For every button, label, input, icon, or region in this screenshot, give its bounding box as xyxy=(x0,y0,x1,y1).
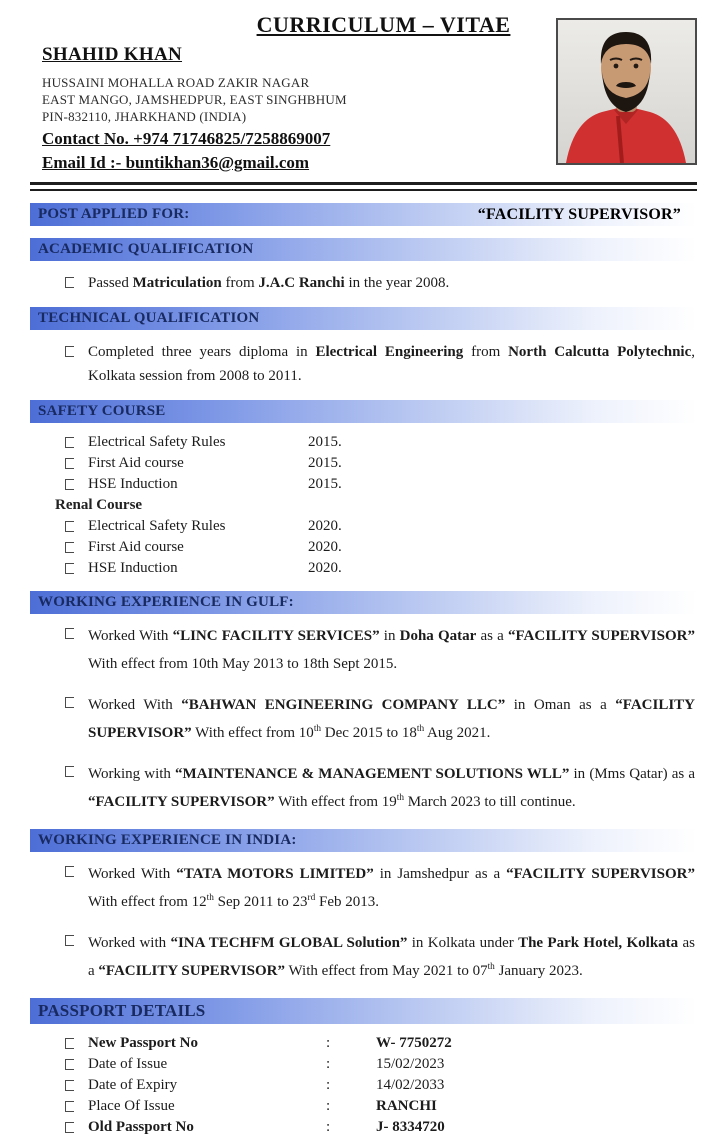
course-year: 2015. xyxy=(308,455,342,471)
colon-separator: : xyxy=(326,1056,331,1072)
passport-field-value: 15/02/2023 xyxy=(376,1056,445,1072)
india-heading: WORKING EXPERIENCE IN INDIA: xyxy=(38,832,297,848)
checkbox-icon xyxy=(65,628,74,639)
page-title: CURRICULUM – VITAE xyxy=(256,12,511,37)
colon-separator: : xyxy=(326,1098,331,1114)
renal-course-subheading: Renal Course xyxy=(55,497,143,513)
course-year: 2015. xyxy=(308,476,342,492)
gulf-experience-item xyxy=(65,760,697,816)
india-experience-text: Worked with “INA TECHFM GLOBAL Solution” in Kolkata under The Park Hotel, Kolkata as a “FACILITY SUPERVISOR” With effect from May 2021 to 07th January 2023. xyxy=(88,935,696,979)
course-year: 2020. xyxy=(308,560,342,576)
address-line-3: PIN-832110, JHARKHAND (INDIA) xyxy=(42,109,247,124)
checkbox-icon xyxy=(65,437,74,448)
gulf-experience-item xyxy=(65,622,697,678)
safety-row xyxy=(65,432,697,453)
portrait-illustration xyxy=(558,20,695,163)
gulf-experience-text: Working with “MAINTENANCE & MANAGEMENT SOLUTIONS WLL” in (Mms Qatar) as a “FACILITY SUPERVISOR” With effect from 19th March 2023 to till continue. xyxy=(88,766,695,810)
india-experience-item xyxy=(65,860,697,916)
passport-row xyxy=(65,1075,697,1096)
colon-separator: : xyxy=(326,1077,331,1093)
contact-number: Contact No. +974 71746825/7258869007 xyxy=(42,129,331,148)
colon-separator: : xyxy=(326,1119,331,1135)
post-applied-value: “FACILITY SUPERVISOR” xyxy=(477,206,681,223)
academic-item-text: Passed Matriculation from J.A.C Ranchi in the year 2008. xyxy=(88,275,450,291)
passport-field-label: Old Passport No xyxy=(88,1119,194,1135)
india-experience-text: Worked With “TATA MOTORS LIMITED” in Jamshedpur as a “FACILITY SUPERVISOR” With effect from 12th Sep 2011 to 23rd Feb 2013. xyxy=(88,866,695,910)
course-name: HSE Induction xyxy=(88,476,178,492)
passport-list xyxy=(30,1033,697,1138)
technical-item xyxy=(65,340,697,388)
checkbox-icon xyxy=(65,866,74,877)
passport-heading: PASSPORT DETAILS xyxy=(38,1001,206,1020)
double-rule xyxy=(30,182,697,191)
passport-field-label: Place Of Issue xyxy=(88,1098,175,1114)
safety-row xyxy=(65,516,697,537)
checkbox-icon xyxy=(65,1122,74,1133)
checkbox-icon xyxy=(65,277,74,288)
academic-heading: ACADEMIC QUALIFICATION xyxy=(38,241,254,257)
gulf-heading: WORKING EXPERIENCE IN GULF: xyxy=(38,594,294,610)
section-working-experience-gulf xyxy=(30,591,697,614)
safety-row xyxy=(65,474,697,495)
section-safety-course xyxy=(30,400,697,423)
passport-field-value: RANCHI xyxy=(376,1098,437,1114)
technical-item-text: Completed three years diploma in Electrical Engineering from North Calcutta Polytechnic, Kolkata session from 2008 to 2011. xyxy=(88,344,695,384)
checkbox-icon xyxy=(65,542,74,553)
passport-row xyxy=(65,1096,697,1117)
technical-heading: TECHNICAL QUALIFICATION xyxy=(38,310,260,326)
section-academic-qualification xyxy=(30,238,697,261)
checkbox-icon xyxy=(65,563,74,574)
passport-field-label: New Passport No xyxy=(88,1035,198,1051)
checkbox-icon xyxy=(65,697,74,708)
passport-row xyxy=(65,1033,697,1054)
applicant-name: SHAHID KHAN xyxy=(42,44,183,65)
checkbox-icon xyxy=(65,479,74,490)
colon-separator: : xyxy=(326,1035,331,1051)
checkbox-icon xyxy=(65,1080,74,1091)
address-line-2: EAST MANGO, JAMSHEDPUR, EAST SINGHBHUM xyxy=(42,92,347,107)
course-name: First Aid course xyxy=(88,455,184,471)
safety-heading: SAFETY COURSE xyxy=(38,403,166,419)
course-name: First Aid course xyxy=(88,539,184,555)
passport-row xyxy=(65,1054,697,1075)
course-year: 2020. xyxy=(308,539,342,555)
address-line-1: HUSSAINI MOHALLA ROAD ZAKIR NAGAR xyxy=(42,75,310,90)
safety-row xyxy=(65,558,697,579)
applicant-photo xyxy=(556,18,697,165)
academic-item xyxy=(65,271,697,295)
checkbox-icon xyxy=(65,458,74,469)
section-passport-details xyxy=(30,998,697,1024)
section-post-applied-for xyxy=(30,203,697,226)
checkbox-icon xyxy=(65,1038,74,1049)
checkbox-icon xyxy=(65,1059,74,1070)
india-experience-item xyxy=(65,929,697,985)
passport-field-label: Date of Issue xyxy=(88,1056,168,1072)
checkbox-icon xyxy=(65,521,74,532)
section-technical-qualification xyxy=(30,307,697,330)
checkbox-icon xyxy=(65,346,74,357)
safety-row xyxy=(65,453,697,474)
safety-course-list xyxy=(30,432,697,579)
gulf-experience-item xyxy=(65,691,697,747)
passport-field-value: 14/02/2033 xyxy=(376,1077,445,1093)
section-working-experience-india xyxy=(30,829,697,852)
post-applied-label: POST APPLIED FOR: xyxy=(38,206,190,222)
passport-field-value: J- 8334720 xyxy=(376,1119,445,1135)
gulf-experience-text: Worked With “BAHWAN ENGINEERING COMPANY LLC” in Oman as a “FACILITY SUPERVISOR” With effect from 10th Dec 2015 to 18th Aug 2021. xyxy=(88,697,696,741)
gulf-experience-text: Worked With “LINC FACILITY SERVICES” in Doha Qatar as a “FACILITY SUPERVISOR” With effect from 10th May 2013 to 18th Sept 2015. xyxy=(88,628,695,672)
course-year: 2020. xyxy=(308,518,342,534)
checkbox-icon xyxy=(65,1101,74,1112)
passport-row xyxy=(65,1117,697,1138)
checkbox-icon xyxy=(65,766,74,777)
course-name: HSE Induction xyxy=(88,560,178,576)
course-year: 2015. xyxy=(308,434,342,450)
course-name: Electrical Safety Rules xyxy=(88,434,226,450)
passport-field-label: Date of Expiry xyxy=(88,1077,178,1093)
email-address: Email Id :- buntikhan36@gmail.com xyxy=(42,153,310,172)
checkbox-icon xyxy=(65,935,74,946)
course-name: Electrical Safety Rules xyxy=(88,518,226,534)
passport-field-value: W- 7750272 xyxy=(376,1035,452,1051)
safety-row xyxy=(65,537,697,558)
